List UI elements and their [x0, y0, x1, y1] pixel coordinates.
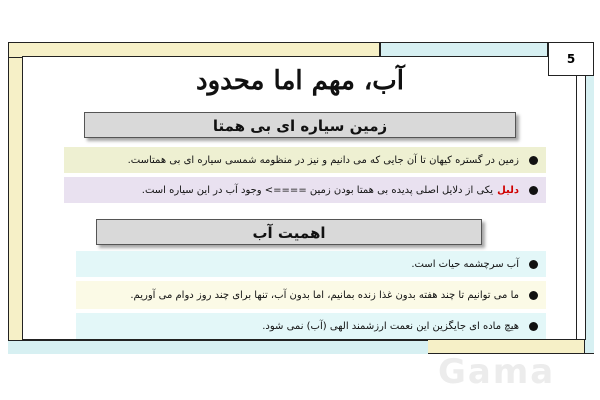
list-item	[76, 251, 546, 277]
item-text: آب سرچشمه حیات است.	[411, 258, 519, 270]
bullet-icon	[529, 291, 538, 300]
item-text: ما می توانیم تا چند هفته بدون غذا زنده بمانیم، اما بدون آب، تنها برای چند روز دوام می آوریم.	[130, 289, 519, 301]
list-item	[76, 281, 546, 309]
item-text: زمین در گستره کیهان تا آن جایی که می دانیم و نیز در منظومه شمسی سیاره ای بی همتاست.	[127, 154, 519, 166]
item-text: هیچ ماده ای جایگزین این نعمت ارزشمند الهی (آب) نمی شود.	[262, 320, 519, 332]
bullet-icon	[529, 156, 538, 165]
item-text: یکی از دلایل اصلی پدیده بی همتا بودن زمین ====> وجود آب در این سیاره است.	[141, 184, 494, 196]
bullet-icon	[529, 322, 538, 331]
reason-label: دلیل	[497, 184, 519, 196]
list-item	[64, 177, 546, 203]
watermark-logo: Gama	[438, 352, 556, 392]
frame-bottom-band	[8, 340, 428, 354]
divider-line	[576, 56, 577, 340]
slide-number: 5	[548, 42, 594, 76]
section2-heading: اهمیت آب	[96, 219, 482, 245]
bullet-icon	[529, 260, 538, 269]
page-title: آب، مهم اما محدود	[195, 66, 405, 96]
section1-heading: زمین سیاره ای بی همتا	[84, 112, 516, 138]
list-item	[76, 313, 546, 339]
bullet-icon	[529, 186, 538, 195]
list-item	[64, 147, 546, 173]
